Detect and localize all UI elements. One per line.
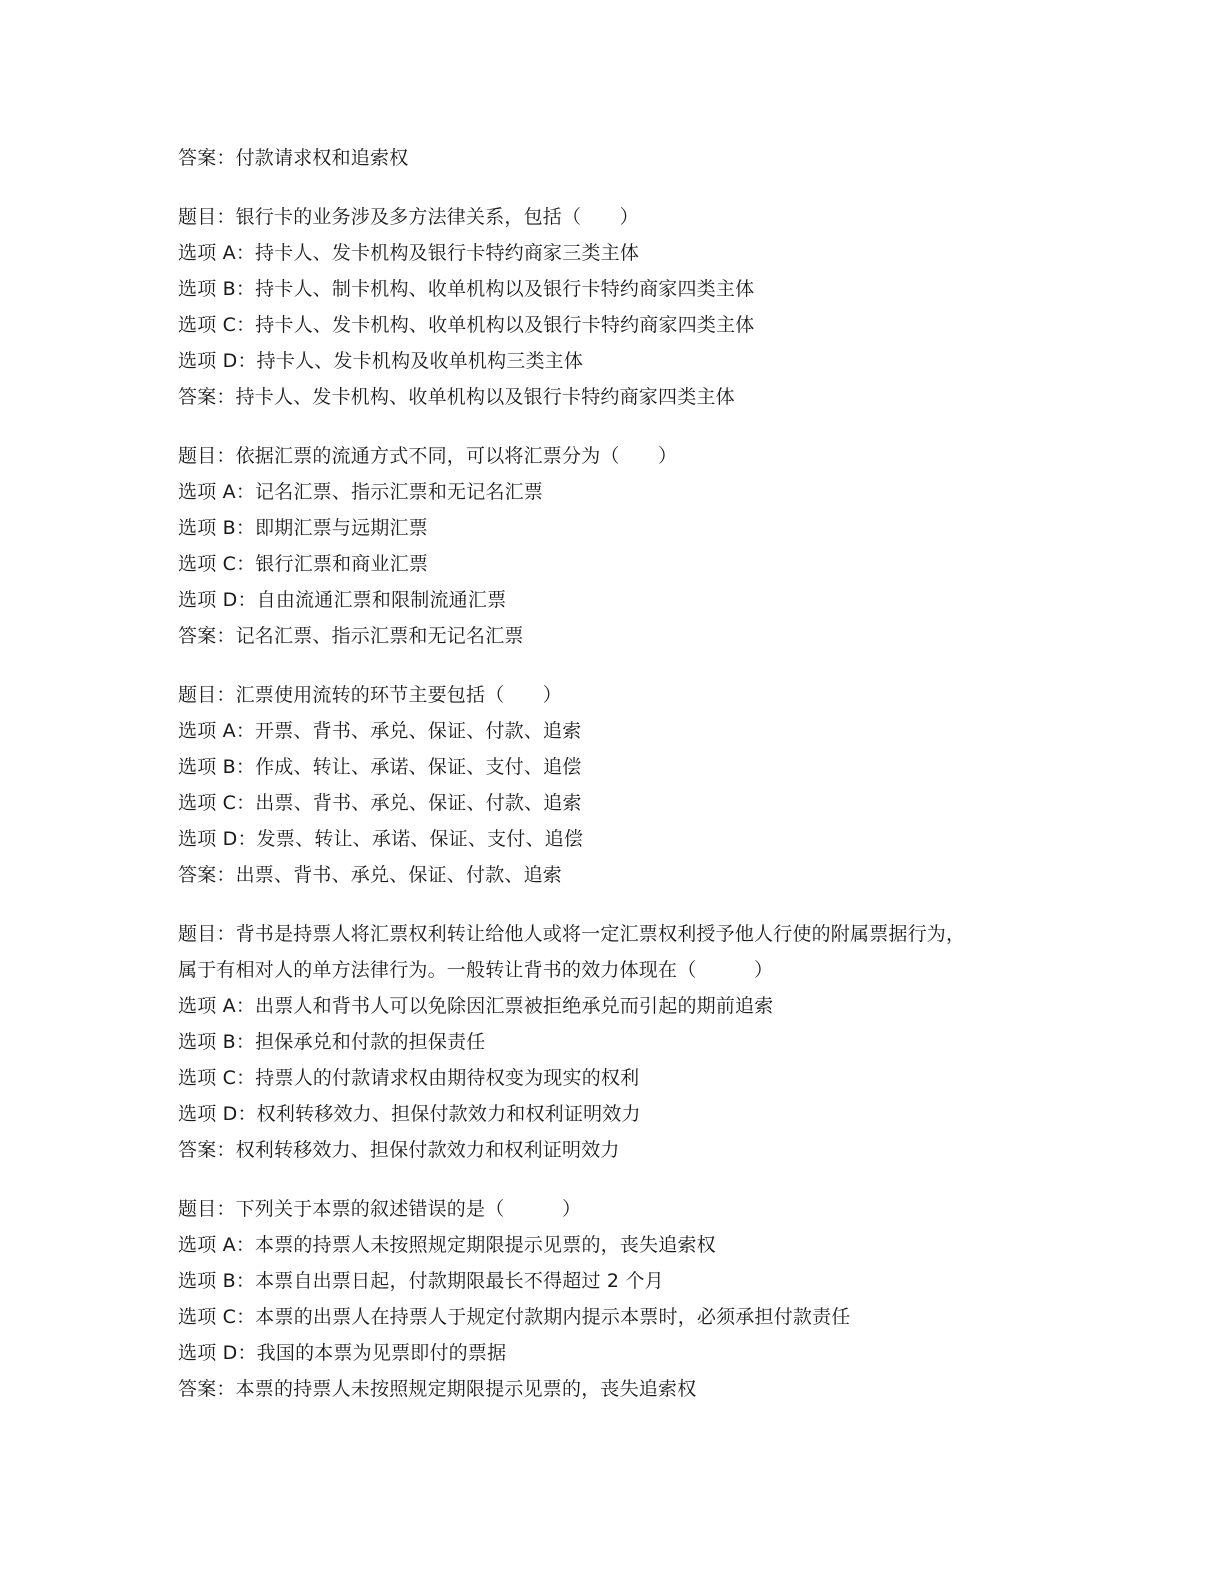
document-page xyxy=(178,140,1058,1407)
question-block xyxy=(178,1191,1058,1407)
option-b: 选项 B：担保承兑和付款的担保责任 xyxy=(178,1031,486,1053)
answer-line: 答案：记名汇票、指示汇票和无记名汇票 xyxy=(178,625,524,647)
option-b: 选项 B：即期汇票与远期汇票 xyxy=(178,517,428,539)
option-d: 选项 D：权利转移效力、担保付款效力和权利证明效力 xyxy=(178,1103,641,1125)
spacer xyxy=(178,654,1058,677)
question-stem: 题目：背书是持票人将汇票权利转让给他人或将一定汇票权利授予他人行使的附属票据行为， xyxy=(178,923,966,945)
option-a: 选项 A：开票、背书、承兑、保证、付款、追索 xyxy=(178,720,582,742)
spacer xyxy=(178,415,1058,438)
answer-line: 答案：付款请求权和追索权 xyxy=(178,147,409,169)
option-a: 选项 A：本票的持票人未按照规定期限提示见票的，丧失追索权 xyxy=(178,1234,716,1256)
question-stem: 题目：下列关于本票的叙述错误的是（ ） xyxy=(178,1198,582,1220)
option-a: 选项 A：出票人和背书人可以免除因汇票被拒绝承兑而引起的期前追索 xyxy=(178,995,774,1017)
option-d: 选项 D：持卡人、发卡机构及收单机构三类主体 xyxy=(178,350,584,372)
question-block xyxy=(178,199,1058,415)
question-stem-continued: 属于有相对人的单方法律行为。一般转让背书的效力体现在（ ） xyxy=(178,959,774,981)
option-c: 选项 C：持票人的付款请求权由期待权变为现实的权利 xyxy=(178,1067,640,1089)
spacer xyxy=(178,1168,1058,1191)
answer-line: 答案：权利转移效力、担保付款效力和权利证明效力 xyxy=(178,1139,620,1161)
option-b: 选项 B：持卡人、制卡机构、收单机构以及银行卡特约商家四类主体 xyxy=(178,278,755,300)
question-block xyxy=(178,916,1058,1168)
option-c: 选项 C：出票、背书、承兑、保证、付款、追索 xyxy=(178,792,582,814)
option-d: 选项 D：自由流通汇票和限制流通汇票 xyxy=(178,589,507,611)
option-a: 选项 A：持卡人、发卡机构及银行卡特约商家三类主体 xyxy=(178,242,640,264)
question-stem: 题目：汇票使用流转的环节主要包括（ ） xyxy=(178,684,563,706)
option-b: 选项 B：本票自出票日起，付款期限最长不得超过 2 个月 xyxy=(178,1270,664,1292)
option-c: 选项 C：银行汇票和商业汇票 xyxy=(178,553,429,575)
question-stem: 题目：银行卡的业务涉及多方法律关系，包括（ ） xyxy=(178,206,639,228)
answer-line: 答案：出票、背书、承兑、保证、付款、追索 xyxy=(178,864,563,886)
question-block xyxy=(178,677,1058,893)
answer-line: 答案：本票的持票人未按照规定期限提示见票的，丧失追索权 xyxy=(178,1378,697,1400)
option-d: 选项 D：我国的本票为见票即付的票据 xyxy=(178,1342,507,1364)
question-block xyxy=(178,438,1058,654)
option-b: 选项 B：作成、转让、承诺、保证、支付、追偿 xyxy=(178,756,582,778)
option-c: 选项 C：持卡人、发卡机构、收单机构以及银行卡特约商家四类主体 xyxy=(178,314,755,336)
spacer xyxy=(178,893,1058,916)
answer-line: 答案：持卡人、发卡机构、收单机构以及银行卡特约商家四类主体 xyxy=(178,386,735,408)
option-a: 选项 A：记名汇票、指示汇票和无记名汇票 xyxy=(178,481,544,503)
option-c: 选项 C：本票的出票人在持票人于规定付款期内提示本票时，必须承担付款责任 xyxy=(178,1306,851,1328)
question-stem: 题目：依据汇票的流通方式不同，可以将汇票分为（ ） xyxy=(178,445,678,467)
option-d: 选项 D：发票、转让、承诺、保证、支付、追偿 xyxy=(178,828,584,850)
